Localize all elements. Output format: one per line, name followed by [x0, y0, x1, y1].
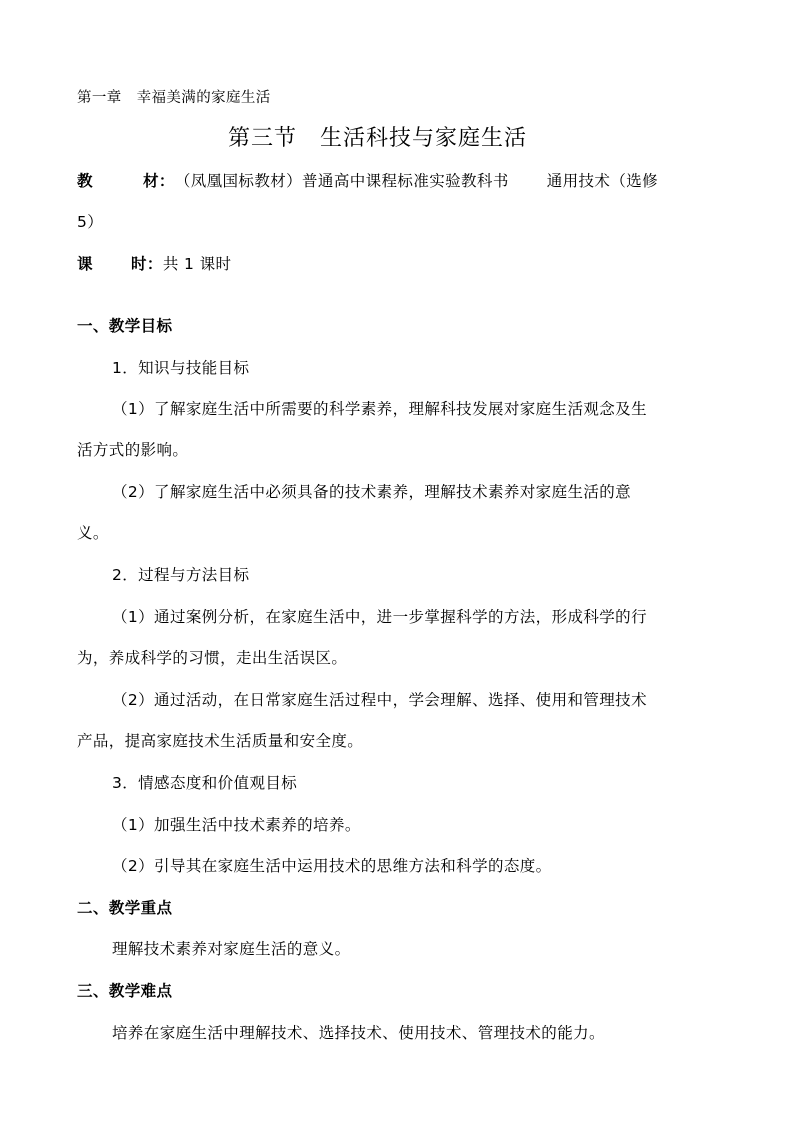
goal1-heading: 1．知识与技能目标 [112, 359, 250, 377]
chapter-heading: 第一章 幸福美满的家庭生活 [77, 90, 271, 106]
goal3-item2: （2）引导其在家庭生活中运用技术的思维方法和科学的态度。 [112, 857, 552, 875]
goal2-item2-line2: 产品，提高家庭技术生活质量和安全度。 [77, 732, 364, 750]
goal2-item2-line1: （2）通过活动，在日常家庭生活过程中，学会理解、选择、使用和管理技术 [112, 691, 647, 709]
goal1-item2-line2: 义。 [77, 524, 109, 542]
goal1-item1-line1: （1）了解家庭生活中所需要的科学素养，理解科技发展对家庭生活观念及生 [112, 400, 647, 418]
hours-label-b: 时： [131, 255, 163, 273]
hours-line [77, 254, 231, 274]
goal3-heading: 3．情感态度和价值观目标 [112, 774, 298, 792]
material-label-a: 教 [77, 172, 93, 190]
material-label-b: 材： [143, 172, 175, 190]
hours-label-a: 课 [77, 255, 93, 273]
key-text: 理解技术素养对家庭生活的意义。 [112, 940, 351, 958]
key-heading: 二、教学重点 [77, 899, 173, 917]
goal2-heading: 2．过程与方法目标 [112, 566, 250, 584]
material-line [77, 171, 658, 191]
goal1-item2-line1: （2）了解家庭生活中必须具备的技术素养，理解技术素养对家庭生活的意 [112, 483, 632, 501]
material-book: （凤凰国标教材）普通高中课程标准实验教科书 [174, 172, 509, 190]
material-tail: 通用技术（选修 [546, 172, 659, 190]
section-title: 第三节 生活科技与家庭生活 [228, 126, 528, 151]
goal1-item1-line2: 活方式的影响。 [77, 441, 189, 459]
goal3-item1: （1）加强生活中技术素养的培养。 [112, 816, 361, 834]
hours-value: 共 1 课时 [162, 255, 232, 273]
goal2-item1-line2: 为，养成科学的习惯，走出生活误区。 [77, 649, 348, 667]
material-continuation: 5） [77, 213, 104, 231]
goal2-item1-line1: （1）通过案例分析，在家庭生活中，进一步掌握科学的方法，形成科学的行 [112, 608, 647, 626]
goals-heading: 一、教学目标 [77, 317, 173, 335]
difficulty-text: 培养在家庭生活中理解技术、选择技术、使用技术、管理技术的能力。 [112, 1024, 605, 1042]
difficulty-heading: 三、教学难点 [77, 982, 173, 1000]
